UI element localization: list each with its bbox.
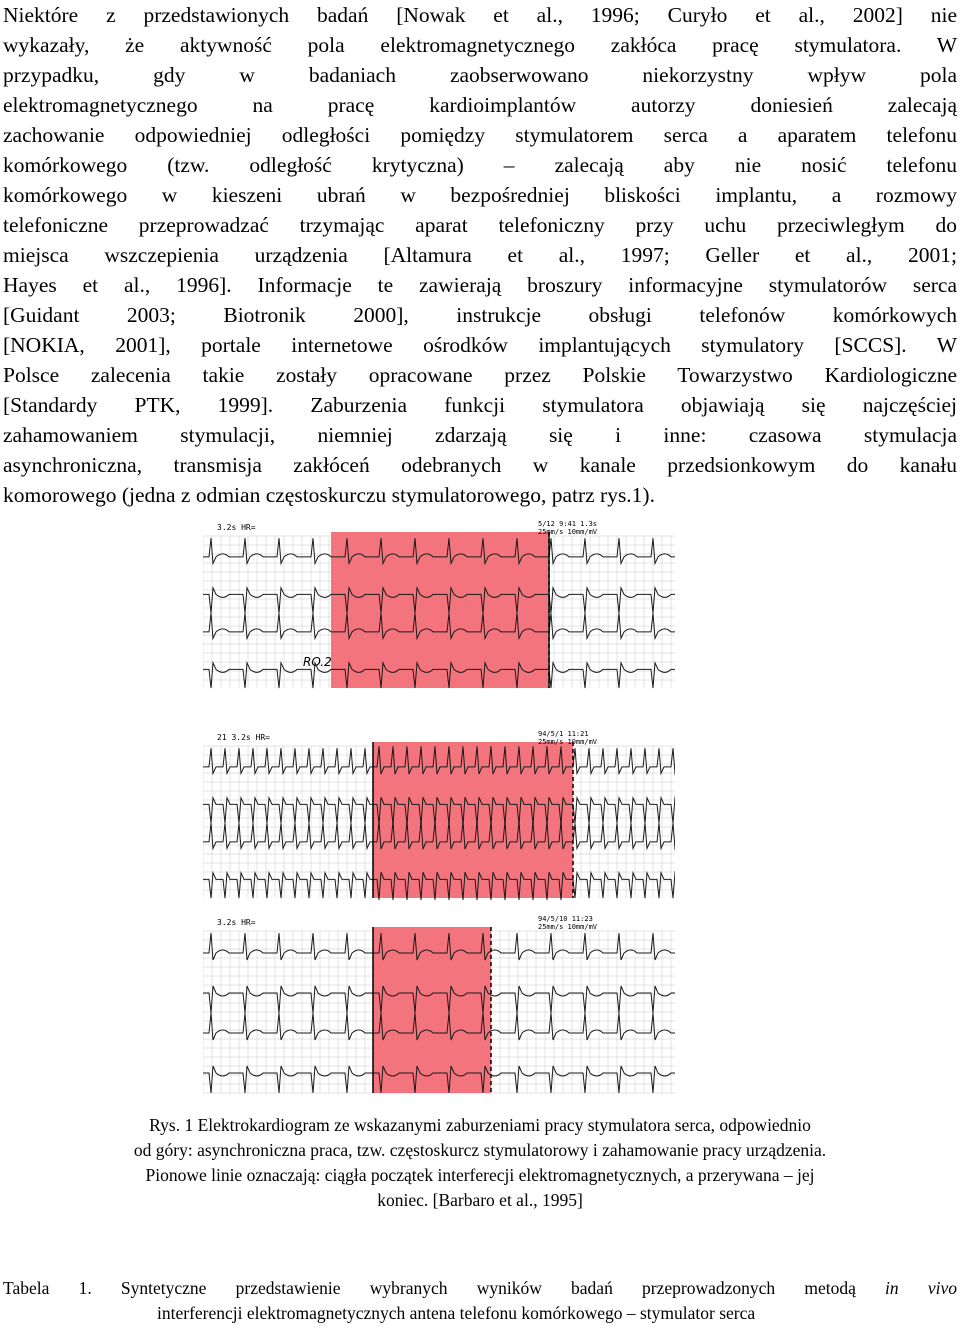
strip-annotation: RO.2 [303,655,332,669]
ecg-strip [203,520,675,688]
caption-line: od góry: asynchroniczna praca, tzw. częstoskurcz stymulatorowy i zahamowanie pracy urządzenia. [133,1140,827,1160]
strip-header-left: 3.2s HR= [217,523,256,532]
ecg-strip [203,915,675,1093]
paragraph-line: Hayes et al., 1996]. Informacje te zawierają broszury informacyjne stymulatorów serca [3,273,957,297]
strip-header-right: 25mm/s 10mm/mV [538,528,598,536]
ecg-strip [203,730,675,900]
caption-line: Rys. 1 Elektrokardiogram ze wskazanymi zaburzeniami pracy stymulatora serca, odpowiednio [149,1115,811,1135]
paragraph-line: zahamowaniem stymulacji, niemniej zdarzają się i inne: czasowa stymulacja [3,423,957,447]
paragraph-line: elektromagnetycznego na pracę kardioimplantów autorzy doniesień zalecają [3,93,957,117]
strip-header-right: 25mm/s 10mm/mV [538,923,598,931]
paragraph-line: zachowanie odpowiedniej odległości pomiędzy stymulatorem serca a aparatem telefonu [3,123,957,147]
strip-header-right: 94/5/1 11:21 [538,730,589,738]
body-paragraph [3,0,957,510]
paragraph-line: [NOKIA, 2001], portale internetowe ośrodków implantujących stymulatory [SCCS]. W [3,333,957,357]
paragraph-line: wykazały, że aktywność pola elektromagnetycznego zakłóca pracę stymulatora. W [3,33,957,57]
paragraph-line: Polsce zalecenia takie zostały opracowane przez Polskie Towarzystwo Kardiologiczne [3,363,957,387]
paragraph-line: miejsca wszczepienia urządzenia [Altamura et al., 1997; Geller et al., 2001; [3,243,957,267]
strip-header-right: 5/12 9:41 1.3s [538,520,598,528]
figure-caption [0,1113,960,1213]
paragraph-line: przypadku, gdy w badaniach zaobserwowano niekorzystny wpływ pola [3,63,957,87]
paragraph-line: asynchroniczna, transmisja zakłóceń odebranych w kanale przedsionkowym do kanału [3,453,957,477]
strip-header-right: 25mm/s 10mm/mV [538,738,598,746]
strip-header-left: 21 3.2s HR= [217,733,270,742]
table-caption [3,1276,957,1326]
caption-line: koniec. [Barbaro et al., 1995] [377,1190,583,1210]
table-caption-italic: in vivo [885,1278,957,1298]
table-caption-prefix: Tabela 1. Syntetyczne przedstawienie wybranych wyników badań przeprowadzonych metodą [3,1278,886,1298]
paragraph-line: telefoniczne przeprowadzać trzymając aparat telefoniczny przy uchu przeciwległym do [3,213,957,237]
paragraph-line: komorowego (jedna z odmian częstoskurczu stymulatorowego, patrz rys.1). [3,483,655,507]
paragraph-line: Niektóre z przedstawionych badań [Nowak et al., 1996; Curyło et al., 2002] nie [3,3,957,27]
caption-line: Pionowe linie oznaczają: ciągła początek interferecji elektromagnetycznych, a przerywana – jej [145,1165,815,1185]
ecg-figure [203,518,675,1094]
strip-header-right: 94/5/10 11:23 [538,915,593,923]
paragraph-line: komórkowego (tzw. odległość krytyczna) – zalecają aby nie nosić telefonu [3,153,957,177]
strip-header-left: 3.2s HR= [217,918,256,927]
paragraph-line: [Guidant 2003; Biotronik 2000], instrukcje obsługi telefonów komórkowych [3,303,957,327]
interference-highlight [373,742,573,898]
paragraph-line: komórkowego w kieszeni ubrań w bezpośredniej bliskości implantu, a rozmowy [3,183,957,207]
table-caption-line-2: interferencji elektromagnetycznych antena telefonu komórkowego – stymulator serca [157,1303,756,1323]
paragraph-line: [Standardy PTK, 1999]. Zaburzenia funkcji stymulatora objawiają się najczęściej [3,393,957,417]
table-caption-line-1 [3,1276,957,1301]
